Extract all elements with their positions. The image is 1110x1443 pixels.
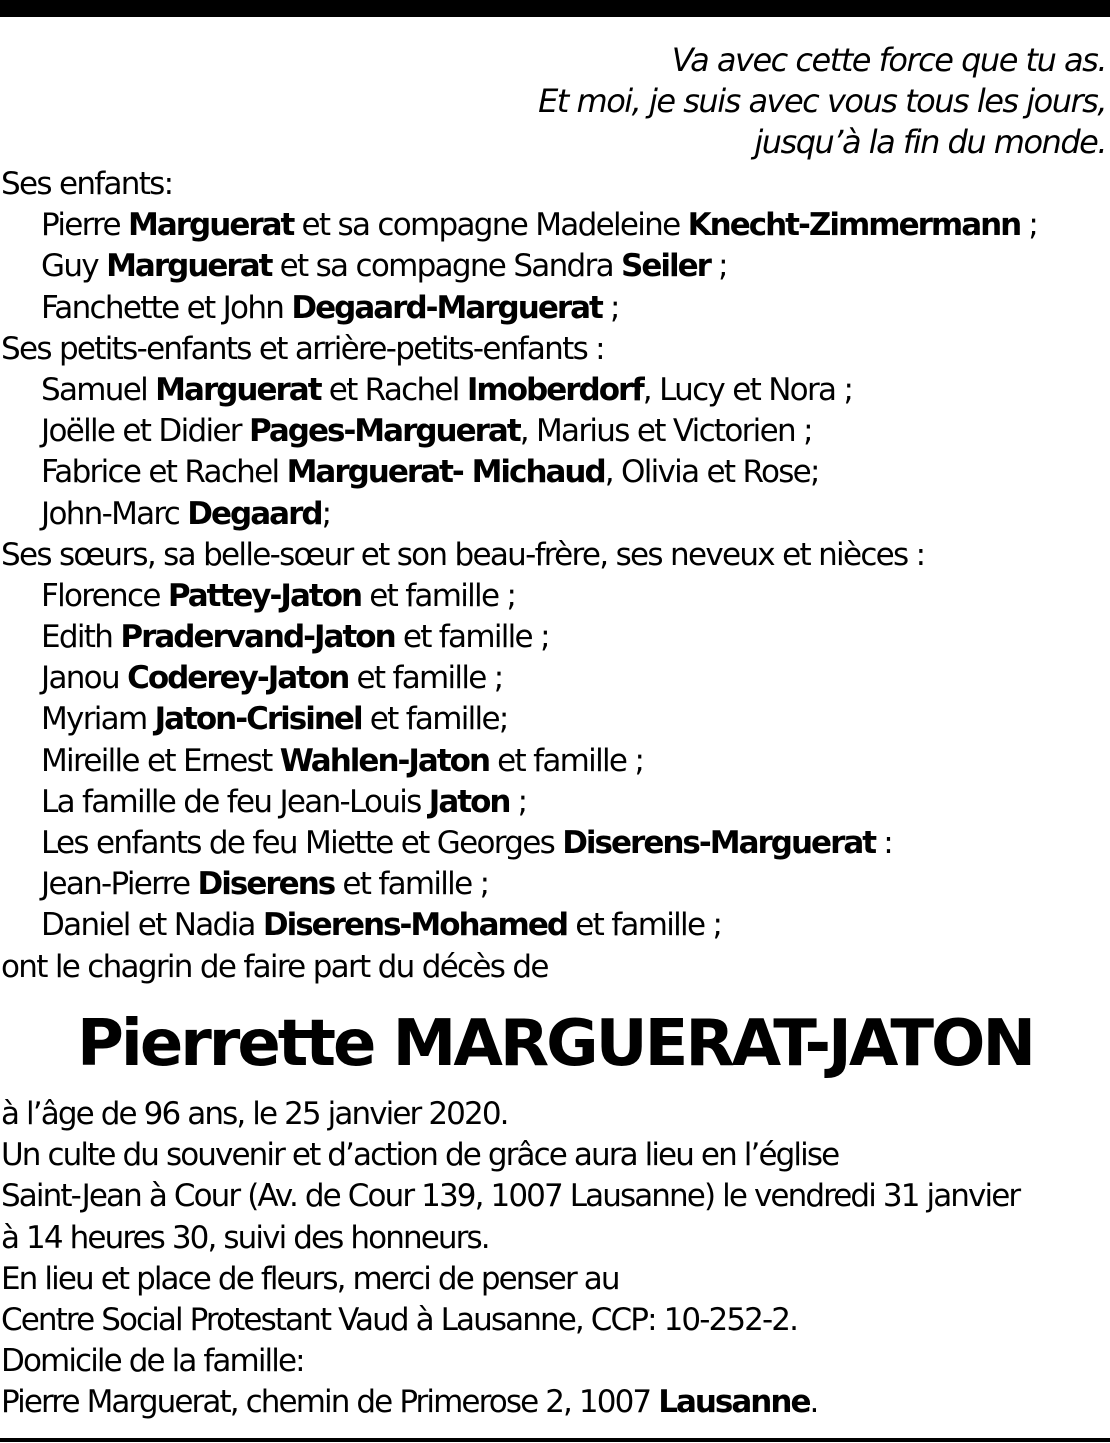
line-text: Daniel et Nadia [41, 907, 263, 944]
family-line [1, 823, 1106, 864]
detail-line [1, 1135, 1106, 1176]
family-line [1, 947, 1106, 988]
surname-text: Coderey-Jaton [127, 660, 349, 697]
epigraph-quote [538, 40, 1106, 163]
family-line [1, 617, 1106, 658]
detail-line [1, 1218, 1106, 1259]
family-line [1, 164, 1106, 205]
surname-text: Diserens-Mohamed [262, 907, 568, 944]
detail-line [1, 1382, 1106, 1423]
surname-text: Marguerat- Michaud [286, 454, 605, 491]
line-text: et sa compagne Sandra [271, 248, 622, 285]
line-text: . [809, 1384, 818, 1421]
line-text: ; [321, 495, 331, 532]
surname-text: Pages-Marguerat [248, 413, 520, 450]
detail-line [1, 1341, 1106, 1382]
ceremony-details [1, 1094, 1106, 1424]
line-text: et famille; [361, 701, 508, 738]
surname-text: Seiler [621, 248, 710, 285]
line-text: , Olivia et Rose; [604, 454, 819, 491]
line-text: et famille ; [567, 907, 722, 944]
line-text: Pierre Marguerat, chemin de Primerose 2, 1007 [1, 1384, 659, 1421]
line-text: Fanchette et John [41, 289, 292, 326]
family-line [1, 535, 1106, 576]
bottom-rule [0, 1438, 1110, 1442]
surname-text: Pattey-Jaton [167, 577, 362, 614]
line-text: Ses sœurs, sa belle-sœur et son beau-frère, ses neveux et nièces : [1, 536, 925, 573]
line-text: Edith [41, 619, 121, 656]
line-text: Un culte du souvenir et d’action de grâce aura lieu en l’église [1, 1137, 839, 1174]
line-text: Guy [41, 248, 107, 285]
family-line [1, 741, 1106, 782]
top-rule [0, 0, 1110, 17]
family-line [1, 246, 1106, 287]
line-text: Centre Social Protestant Vaud à Lausanne, CCP: 10-252-2. [1, 1301, 798, 1338]
family-line [1, 782, 1106, 823]
line-text: et famille ; [489, 742, 644, 779]
detail-line [1, 1259, 1106, 1300]
detail-line [1, 1094, 1106, 1135]
line-text: ont le chagrin de faire part du décès de [1, 948, 548, 985]
line-text: , Marius et Victorien ; [519, 413, 812, 450]
family-line [1, 329, 1106, 370]
surname-text: Imoberdorf [466, 371, 643, 408]
line-text: ; [1020, 207, 1038, 244]
surname-text: Degaard [187, 495, 322, 532]
surname-text: Jaton-Crisinel [154, 701, 362, 738]
detail-line [1, 1300, 1106, 1341]
line-text: et Rachel [320, 371, 467, 408]
family-line [1, 905, 1106, 946]
surname-text: Diserens-Marguerat [562, 825, 876, 861]
line-text: ; [709, 248, 727, 285]
quote-line: Et moi, je suis avec vous tous les jours, [538, 82, 1106, 120]
line-text: Samuel [41, 371, 156, 408]
line-text: et famille ; [394, 619, 549, 656]
line-text: Myriam [41, 701, 155, 738]
line-text: Jean-Pierre [41, 866, 198, 903]
family-line [1, 658, 1106, 699]
surname-text: Wahlen-Jaton [279, 742, 490, 779]
quote-line: jusqu’à la fin du monde. [754, 123, 1106, 161]
family-line [1, 411, 1106, 452]
line-text: Ses petits-enfants et arrière-petits-enfants : [1, 330, 604, 367]
surname-text: Lausanne [658, 1384, 810, 1421]
detail-line [1, 1176, 1106, 1217]
family-line [1, 452, 1106, 493]
line-text: à l’âge de 96 ans, le 25 janvier 2020. [1, 1096, 508, 1132]
line-text: Ses enfants: [1, 166, 173, 202]
surname-text: Degaard-Marguerat [291, 289, 602, 326]
surname-text: Marguerat [155, 371, 321, 408]
line-text: Mireille et Ernest [41, 742, 280, 779]
quote-line: Va avec cette force que tu as. [671, 41, 1106, 79]
line-text: Saint-Jean à Cour (Av. de Cour 139, 1007 Lausanne) le vendredi 31 janvier [1, 1178, 1020, 1215]
family-line [1, 205, 1106, 246]
line-text: ; [601, 289, 619, 326]
family-line [1, 864, 1106, 905]
family-line [1, 699, 1106, 740]
line-text: et famille ; [334, 866, 489, 903]
surname-text: Pradervand-Jaton [120, 619, 395, 656]
line-text: Florence [41, 577, 168, 614]
line-text: Fabrice et Rachel [41, 454, 287, 491]
line-text: ; [509, 783, 527, 820]
line-text: et famille ; [361, 577, 516, 614]
line-text: John-Marc [41, 495, 188, 532]
line-text: et sa compagne Madeleine [293, 207, 688, 244]
line-text: Joëlle et Didier [41, 413, 249, 450]
line-text: Janou [41, 660, 128, 697]
line-text: La famille de feu Jean-Louis [41, 783, 429, 820]
deceased-name: Pierrette MARGUERAT-JATON [76, 1007, 1034, 1081]
line-text: à 14 heures 30, suivi des honneurs. [1, 1219, 489, 1256]
surname-text: Marguerat [128, 207, 294, 244]
family-line [1, 288, 1106, 329]
line-text: Les enfants de feu Miette et Georges [41, 825, 563, 861]
family-line [1, 370, 1106, 411]
line-text: , Lucy et Nora ; [642, 371, 853, 408]
line-text: Pierre [41, 207, 128, 244]
line-text: En lieu et place de fleurs, merci de penser au [1, 1260, 619, 1297]
line-text: Domicile de la famille: [1, 1343, 304, 1380]
family-line [1, 576, 1106, 617]
surname-text: Knecht-Zimmermann [687, 207, 1021, 244]
surname-text: Marguerat [106, 248, 272, 285]
family-list [1, 164, 1106, 988]
surname-text: Diserens [197, 866, 335, 903]
line-text: : [875, 825, 893, 861]
line-text: et famille ; [348, 660, 503, 697]
surname-text: Jaton [428, 783, 510, 820]
family-line [1, 494, 1106, 535]
